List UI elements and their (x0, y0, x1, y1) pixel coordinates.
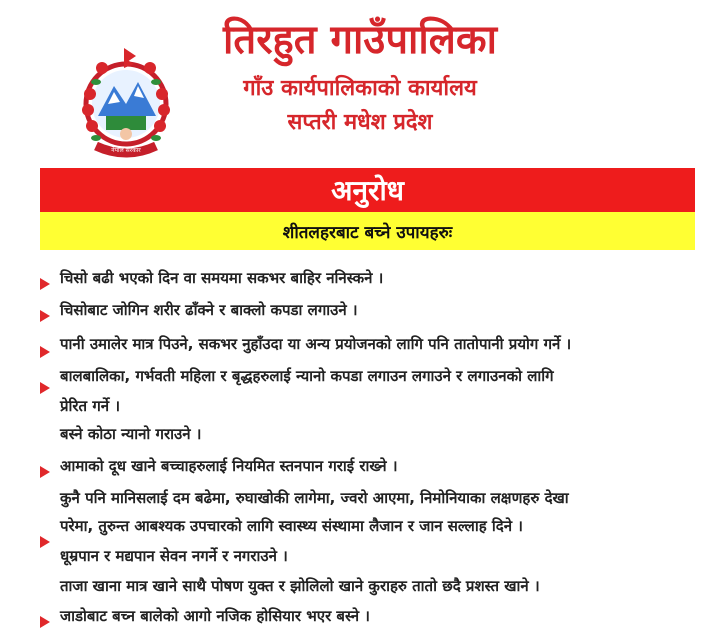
bullet-icon (40, 278, 50, 290)
bullet-icon (40, 536, 50, 548)
bullet-icon (40, 346, 50, 358)
bullet-icon (40, 616, 50, 628)
bullet-icon (40, 382, 50, 394)
bullet-icon (40, 310, 50, 322)
list-item: बालबालिका, गर्भवती महिला र बृद्धहरुलाई न्यानो कपडा लगाउन लगाउने र लगाउनको लागि (60, 367, 554, 385)
nepal-emblem-icon (78, 46, 174, 162)
list-item: ताजा खाना मात्र खाने साथै पोषण युक्त र झोलिलो खाने कुराहरु तातो छदै प्रशस्त खाने । (60, 577, 540, 595)
list-item: चिसोबाट जोगिन शरीर ढाँक्ने र बाक्लो कपडा लगाउने । (60, 301, 358, 319)
emblem-text: नेपाल सरकार (111, 147, 141, 154)
request-title: अनुरोध (331, 174, 404, 207)
list-item: बस्ने कोठा न्यानो गराउने । (60, 425, 202, 443)
measures-subtitle: शीतलहरबाट बच्ने उपायहरुः (282, 222, 453, 243)
list-item: कुनै पनि मानिसलाई दम बढेमा, रुघाखोकी लागेमा, ज्वरो आएमा, निमोनियाका लक्षणहरु देखा (60, 489, 569, 507)
list-item: चिसो बढी भएको दिन वा समयमा सकभर बाहिर ननिस्कने । (60, 269, 384, 287)
municipality-title: तिरहुत गाउँपालिका (223, 17, 497, 63)
bullet-icon (40, 466, 50, 478)
location-subtitle: सप्तरी मधेश प्रदेश (287, 110, 433, 135)
list-item: धूम्रपान र मद्यपान सेवन नगर्ने र नगराउने । (60, 547, 288, 565)
office-subtitle: गाँउ कार्यपालिकाको कार्यालय (243, 76, 477, 101)
list-item-continuation: परेमा, तुरुन्त आबश्यक उपचारको लागि स्वास्थ्य संस्थामा लैजान र जान सल्लाह दिने । (60, 517, 523, 535)
measures-banner (40, 212, 695, 250)
list-item: पानी उमालेर मात्र पिउने, सकभर नुहाँउदा या अन्य प्रयोजनको लागि पनि तातोपानी प्रयोग गर्ने । (60, 335, 572, 353)
list-item-continuation: प्रेरित गर्ने । (60, 397, 121, 415)
list-item: जाडोबाट बच्न बालेको आगो नजिक होसियार भएर बस्ने । (60, 607, 370, 625)
list-item: आमाको दूध खाने बच्चाहरुलाई नियमित स्तनपान गराई राख्ने । (60, 457, 398, 475)
request-banner (40, 168, 695, 212)
